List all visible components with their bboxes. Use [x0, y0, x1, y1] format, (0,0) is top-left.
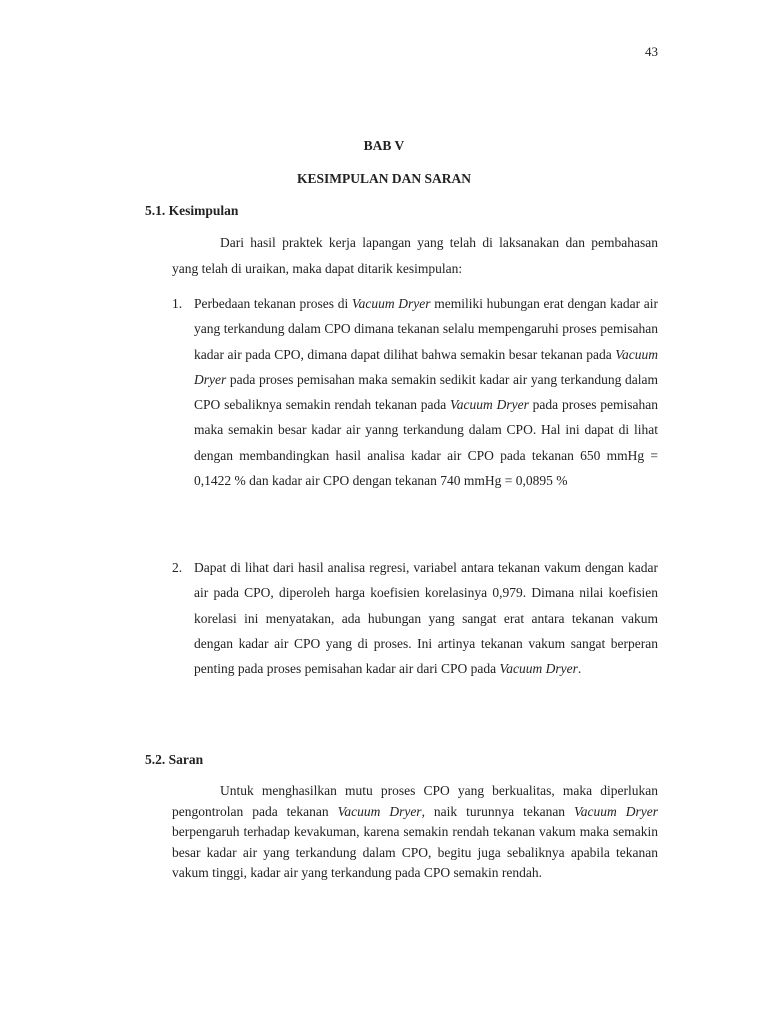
list-item [172, 291, 658, 493]
list-item [172, 555, 658, 681]
saran-heading: 5.2. Saran [145, 752, 204, 767]
page-number: 43 [645, 44, 658, 59]
item-body: Perbedaan tekanan proses di Vacuum Dryer memiliki hubungan erat dengan kadar air yang terkandung dalam CPO dimana tekanan selalu mempengaruhi proses pemisahan kadar air pada CPO, dimana dapat dilihat bahwa semakin besar tekanan pada Vacuum Dryer pada proses pemisahan maka semakin sedikit kadar air yang terkandung dalam CPO sebaliknya semakin rendah tekanan pada Vacuum Dryer pada proses pemisahan maka semakin besar kadar air yanng terkandung dalam CPO. Hal ini dapat di lihat dengan membandingkan hasil analisa kadar air CPO pada tekanan 650 mmHg = 0,1422 % dan kadar air CPO dengan tekanan 740 mmHg = 0,0895 % [194, 296, 658, 489]
item-number: 2. [172, 560, 183, 575]
saran-paragraph: Untuk menghasilkan mutu proses CPO yang berkualitas, maka diperlukan pengontrolan pada tekanan Vacuum Dryer, naik turunnya tekanan Vacuum Dryer berpengaruh terhadap kevakuman, karena semakin rendah tekanan vakum maka semakin besar kadar air yang terkandung dalam CPO, begitu juga sebaliknya apabila tekanan vakum tinggi, kadar air yang terkandung pada CPO semakin rendah. [172, 783, 658, 880]
item-body: Dapat di lihat dari hasil analisa regresi, variabel antara tekanan vakum dengan kadar air pada CPO, diperoleh harga koefisien korelasinya 0,979. Dimana nilai koefisien korelasi ini menyatakan, ada hubungan yang sangat erat antara tekanan vakum dengan kadar air CPO yang di proses. Ini artinya tekanan vakum sangat berperan penting pada proses pemisahan kadar air dari CPO pada Vacuum Dryer. [194, 560, 658, 677]
chapter-title: KESIMPULAN DAN SARAN [296, 171, 471, 186]
chapter-label: BAB V [363, 138, 405, 153]
kesimpulan-intro: Dari hasil praktek kerja lapangan yang telah di laksanakan dan pembahasan yang telah di uraikan, maka dapat ditarik kesimpulan: [172, 235, 658, 276]
item-number: 1. [172, 296, 183, 311]
kesimpulan-heading: 5.1. Kesimpulan [145, 203, 239, 218]
